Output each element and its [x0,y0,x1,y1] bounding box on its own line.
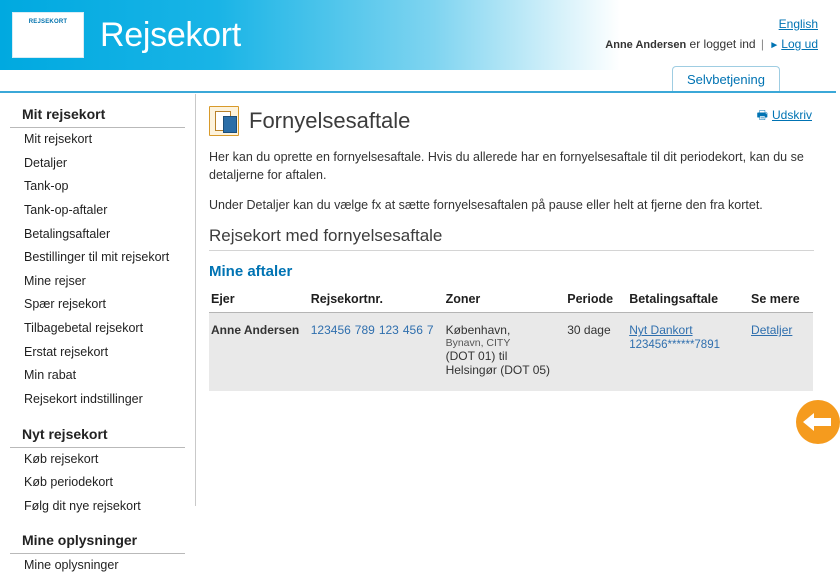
table-row [209,313,813,392]
sub-title-mine-aftaler: Mine aftaler [209,263,293,281]
sidebar-item-mine-oplysninger[interactable]: Mine oplysninger [24,558,119,573]
cell-owner: Anne Andersen [209,313,309,392]
status-separator: | [760,37,765,51]
sidebar-item-betalingsaftaler[interactable]: Betalingsaftaler [24,226,111,241]
login-status-bar [605,37,818,51]
sidebar-heading-nyt-rejsekort: Nyt rejsekort [10,420,185,448]
sidebar-item-bestillinger[interactable]: Bestillinger til mit rejsekort [24,250,170,265]
login-status-text: er logget ind [689,37,756,51]
header-banner [0,0,620,70]
main-content [197,94,836,506]
page-body [0,94,836,573]
column-header-betalingsaftale: Betalingsaftale [627,290,749,313]
cell-zones [444,313,566,392]
sidebar-gap-2 [0,518,195,526]
zone-line-1: København, [445,323,511,338]
tab-bar [0,66,836,92]
logo-label: REJSEKORT [28,19,68,25]
play-arrow-icon: ► [769,40,780,51]
print-label: Udskriv [771,108,812,122]
column-header-periode: Periode [565,290,627,313]
agreement-icon [209,106,239,136]
sidebar-gap-1 [0,412,195,420]
sidebar-item-spaer-rejsekort[interactable]: Spær rejsekort [24,297,106,312]
sidebar-item-tank-op-aftaler[interactable]: Tank-op-aftaler [24,202,108,217]
column-header-se-mere: Se mere [749,290,813,313]
payment-agreement-link[interactable]: Nyt Dankort [629,323,693,338]
sidebar-item-erstat-rejsekort[interactable]: Erstat rejsekort [24,344,109,359]
cell-card-number [309,313,444,392]
rejsekort-logo[interactable] [12,12,84,58]
details-link[interactable]: Detaljer [751,323,793,338]
sidebar-item-min-rabat[interactable]: Min rabat [24,368,77,383]
tab-selvbetjening[interactable]: Selvbetjening [672,66,780,93]
logout-link[interactable]: Log ud [781,37,818,51]
language-switch-link[interactable]: English [778,17,818,31]
sidebar-item-detaljer[interactable]: Detaljer [24,155,68,170]
card-num-part-1: 123456 [310,323,351,338]
page-title: Fornyelsesaftale [249,108,411,133]
header-divider [0,91,836,93]
printer-icon: 🖶 [756,108,768,122]
cell-period: 30 dage [565,313,627,392]
column-header-rejsekortnr: Rejsekortnr. [309,290,444,313]
brand-title: Rejsekort [100,16,241,54]
zone-line-3: (DOT 01) til [445,349,508,364]
card-number-groups [311,323,438,337]
section-title: Rejsekort med fornyelsesaftale [209,226,814,251]
card-num-part-5: 7 [426,323,434,338]
page-header [209,106,814,136]
column-header-ejer: Ejer [209,290,309,313]
sidebar-item-koeb-periodekort[interactable]: Køb periodekort [24,475,113,490]
agreements-table [209,290,813,391]
sidebar-heading-mine-oplysninger: Mine oplysninger [10,526,185,554]
intro-paragraph-2: Under Detaljer kan du vælge fx at sætte fornyelsesaftalen på pause eller helt at fjerne den fra kortet. [209,198,763,213]
sidebar-item-rejsekort-indstillinger[interactable]: Rejsekort indstillinger [24,391,143,406]
sidebar-item-tilbagebetal-rejsekort[interactable]: Tilbagebetal rejsekort [24,321,144,335]
card-num-part-4: 456 [402,323,423,338]
sidebar-item-mine-rejser[interactable]: Mine rejser [24,273,86,288]
cell-see-more [749,313,813,392]
table-header-row [209,290,813,313]
zone-line-2: Bynavn, CITY [445,337,511,350]
logged-in-user-name: Anne Andersen [605,39,687,51]
card-num-part-2: 789 [354,323,375,338]
left-arrow-icon [796,400,840,444]
intro-paragraph-1: Her kan du oprette en fornyelsesaftale. Hvis du allerede har en fornyelsesaftale til dit periodekort, kan du se detaljerne for aftalen. [209,150,804,183]
sidebar-heading-mit-rejsekort: Mit rejsekort [10,102,185,128]
sidebar [0,94,196,573]
sidebar-item-tank-op[interactable]: Tank-op [24,179,69,194]
zone-line-4: Helsingør (DOT 05) [445,363,551,378]
sidebar-item-foelg-dit-nye-rejsekort[interactable]: Følg dit nye rejsekort [24,498,141,513]
column-header-zoner: Zoner [444,290,566,313]
cell-payment-agreement [627,313,749,392]
site-header [0,0,836,92]
payment-card-number: 123456******7891 [629,339,720,352]
card-num-part-3: 123 [378,323,399,338]
sidebar-item-koeb-rejsekort[interactable]: Køb rejsekort [24,451,99,466]
print-link[interactable] [757,106,812,127]
sidebar-item-mit-rejsekort[interactable]: Mit rejsekort [24,132,93,146]
